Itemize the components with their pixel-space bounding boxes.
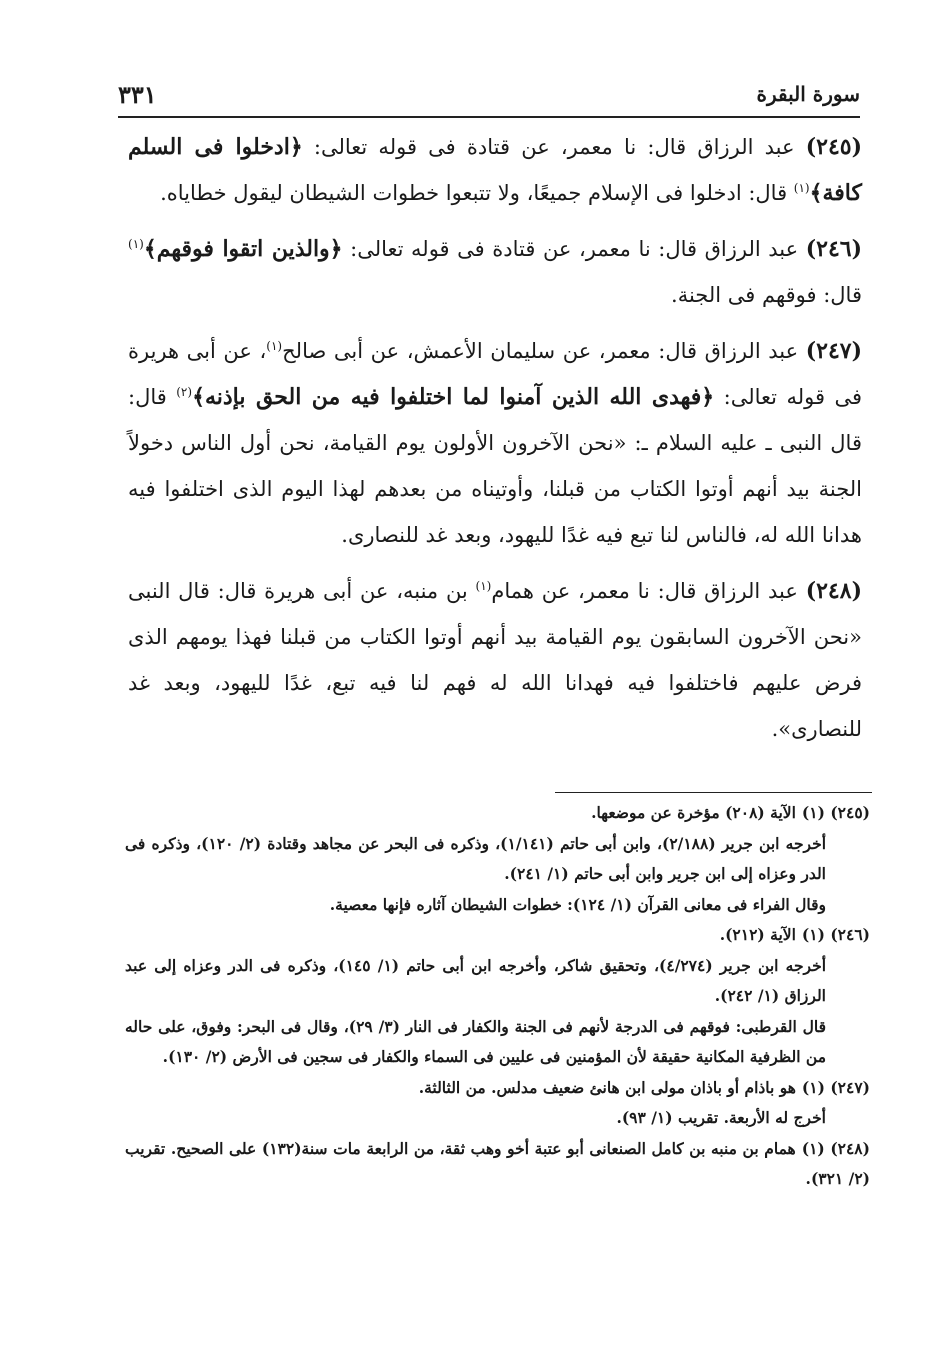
paragraph-text: عبد الرزاق قال: معمر، عن سليمان الأعمش، عن أبى صالح	[282, 339, 806, 363]
footnote-label: (٢٤٧) (١)	[801, 1077, 870, 1097]
paragraph-text: عبد الرزاق قال: نا معمر، عن قتادة فى قوله تعالى:	[302, 135, 806, 159]
footnote-245	[125, 798, 870, 920]
paragraph-text: قال: قال النبى ـ عليه السلام ـ: «نحن الآخرون الأولون يوم القيامة، نحن أول الناس دخولاً الجنة بيد أنهم أوتوا الكتاب من قبلنا، وأوتيناه من بعدهم لهذا اليوم الذى اختلفوا فيه هدانا الله له، فالناس لنا تبع فيه غدًا لليهود، وبعد غد للنصارى.	[128, 385, 862, 547]
quran-verse: ﴿ادخلوا فى السلم كافة﴾	[128, 134, 862, 206]
paragraph-text: عبد الرزاق قال: نا معمر، عن قتادة فى قوله تعالى:	[342, 237, 806, 261]
footnote-label: (٢٤٦) (١)	[801, 925, 870, 944]
hadith-number: (٢٤٨)	[805, 578, 862, 604]
paragraph-247	[128, 328, 862, 558]
footnote-text: أخرج له الأربعة. تقريب (١/ ٩٣).	[616, 1108, 826, 1127]
quran-verse: ﴿فهدى الله الذين آمنوا لما اختلفوا فيه من الحق بإذنه﴾	[192, 384, 715, 410]
page-number: ٣٣١	[118, 80, 157, 109]
footnote-label: (٢٤٥) (١)	[801, 803, 870, 822]
surah-title: سورة البقرة	[756, 82, 860, 106]
paragraph-245	[128, 124, 862, 216]
header-rule	[118, 116, 860, 118]
paragraph-text: قال: ادخلوا فى الإسلام جميعًا، ولا تتبعوا خطوات الشيطان ليقول خطاياه.	[160, 181, 794, 205]
paragraph-text: عبد الرزاق قال: نا معمر، عن همام	[491, 579, 806, 603]
footnote-text: قال القرطبى: فوقهم فى الدرجة لأنهم فى الجنة والكفار فى النار (٣/ ٢٩)، وقال فى البحر: وفوق، على حاله من الظرفية المكانية حقيقة لأن المؤمنين فى عليين فى السماء والكفار فى سجين فى الأرض (٢/ ١٣٠).	[125, 1016, 826, 1066]
paragraph-text: بن منبه، عن أبى هريرة قال: قال النبى «نحن الآخرون السابقون يوم القيامة بيد أنهم أوتوا الكتاب من قبلنا فهذا يومهم الذى فرض عليهم فاختلفوا فيه فهدانا الله له فهم لنا فيه تبع، غدًا لليهود، وبعد غد للنصارى».	[128, 579, 862, 741]
paragraph-text: قال: فوقهم فى الجنة.	[671, 283, 862, 307]
footnote-label: (٢٤٨) (١)	[801, 1138, 870, 1158]
paragraph-246	[128, 226, 862, 318]
hadith-number: (٢٤٥)	[805, 134, 862, 160]
footnote-text: وقال الفراء فى معانى القرآن (١/ ١٢٤): خطوات الشيطان آثاره فإنها معصية.	[329, 894, 826, 914]
footnote-text: الآية (٢٠٨) مؤخرة عن موضعها.	[591, 803, 796, 822]
footnotes	[125, 798, 870, 1195]
footnote-text: الآية (٢١٢).	[719, 925, 796, 944]
footnote-ref: (١)	[128, 237, 144, 251]
footnote-ref: (٢)	[176, 385, 193, 399]
footnote-ref: (١)	[793, 181, 810, 195]
footnote-ref: (١)	[266, 339, 283, 353]
footnote-text: همام بن منبه بن كامل الصنعانى أبو عتبة أخو وهب ثقة، من الرابعة مات سنة(١٣٢) على الصحيح. تقريب (٢/ ٣٢١).	[125, 1138, 870, 1188]
footnote-ref: (١)	[475, 579, 492, 593]
hadith-number: (٢٤٦)	[805, 236, 862, 262]
page-header	[118, 78, 860, 112]
footnote-248	[125, 1134, 870, 1195]
footnote-text: أخرجه ابن جرير (٢/١٨٨)، وابن أبى حاتم (١/١٤١)، وذكره فى البحر عن مجاهد وقتادة (٢/ ١٢٠)، وذكره فى الدر وعزاه إلى ابن جرير وابن أبى حاتم (١/ ٢٤١).	[125, 833, 826, 883]
footnote-rule	[555, 792, 872, 793]
footnote-246	[125, 920, 870, 1073]
quran-verse: ﴿والذين اتقوا فوقهم﴾	[143, 236, 343, 262]
main-text	[128, 124, 862, 762]
footnote-text: هو باذام أو باذان مولى ابن هانئ ضعيف مدلس. من الثالثة.	[418, 1077, 796, 1097]
paragraph-248	[128, 568, 862, 752]
paragraph-text: ، عن أبى هريرة فى قوله تعالى:	[128, 339, 862, 409]
footnote-text: أخرجه ابن جرير (٤/٢٧٤)، وتحقيق شاكر، وأخرجه ابن أبى حاتم (١/ ١٤٥)، وذكره فى الدر وعزاه إلى عبد الرزاق (١/ ٢٤٢).	[125, 955, 826, 1005]
hadith-number: (٢٤٧)	[805, 338, 862, 364]
footnote-247	[125, 1073, 870, 1134]
